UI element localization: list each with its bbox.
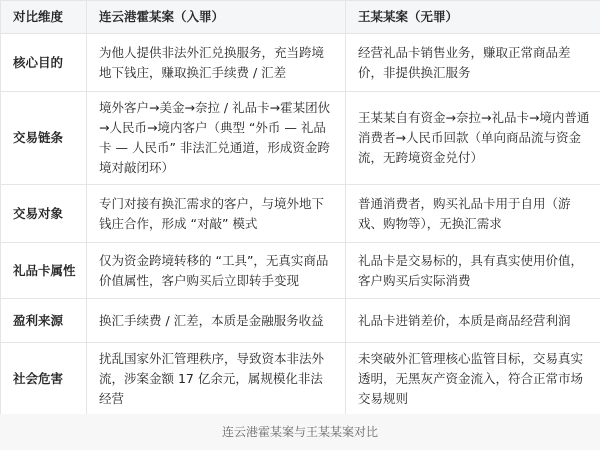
figure-caption: 连云港霍某案与王某某案对比	[0, 414, 600, 450]
row-dimension: 社会危害	[1, 343, 87, 416]
row-case-b: 王某某自有资金→奈拉→礼品卡→境内普通消费者→人民币回款（单向商品流与资金流，无跨境资金兑付）	[346, 92, 600, 185]
row-case-b: 普通消费者，购买礼品卡用于自用（游戏、购物等），无换汇需求	[346, 185, 600, 243]
table-row	[1, 299, 600, 343]
row-case-a: 为他人提供非法外汇兑换服务，充当跨境地下钱庄，赚取换汇手续费 / 汇差	[87, 34, 346, 92]
row-case-b: 经营礼品卡销售业务，赚取正常商品差价，非提供换汇服务	[346, 34, 600, 92]
row-dimension: 盈利来源	[1, 299, 87, 343]
header-dimension: 对比维度	[1, 1, 87, 34]
row-case-b: 礼品卡是交易标的，具有真实使用价值，客户购买后实际消费	[346, 243, 600, 299]
row-case-a: 仅为资金跨境转移的 “工具”，无真实商品价值属性，客户购买后立即转手变现	[87, 243, 346, 299]
row-case-a: 换汇手续费 / 汇差，本质是金融服务收益	[87, 299, 346, 343]
row-case-a: 境外客户→美金→奈拉 / 礼品卡→霍某团伙→人民币→境内客户（典型 “外币 — 礼品卡 — 人民币” 非法汇兑通道，形成资金跨境对敲闭环）	[87, 92, 346, 185]
header-case-a: 连云港霍某案（入罪）	[87, 1, 346, 34]
row-case-a: 扰乱国家外汇管理秩序，导致资本非法外流，涉案金额 17 亿余元，属规模化非法经营	[87, 343, 346, 416]
table-row	[1, 243, 600, 299]
table-row	[1, 185, 600, 243]
row-dimension: 交易对象	[1, 185, 87, 243]
row-dimension: 核心目的	[1, 34, 87, 92]
row-case-b: 未突破外汇管理核心监管目标，交易真实透明，无黑灰产资金流入，符合正常市场交易规则	[346, 343, 600, 416]
row-case-b: 礼品卡进销差价，本质是商品经营利润	[346, 299, 600, 343]
table-row	[1, 92, 600, 185]
row-dimension: 交易链条	[1, 92, 87, 185]
row-dimension: 礼品卡属性	[1, 243, 87, 299]
table-row	[1, 343, 600, 416]
row-case-a: 专门对接有换汇需求的客户，与境外地下钱庄合作，形成 “对敲” 模式	[87, 185, 346, 243]
table-row	[1, 34, 600, 92]
header-case-b: 王某某案（无罪）	[346, 1, 600, 34]
table-header-row	[1, 1, 600, 34]
